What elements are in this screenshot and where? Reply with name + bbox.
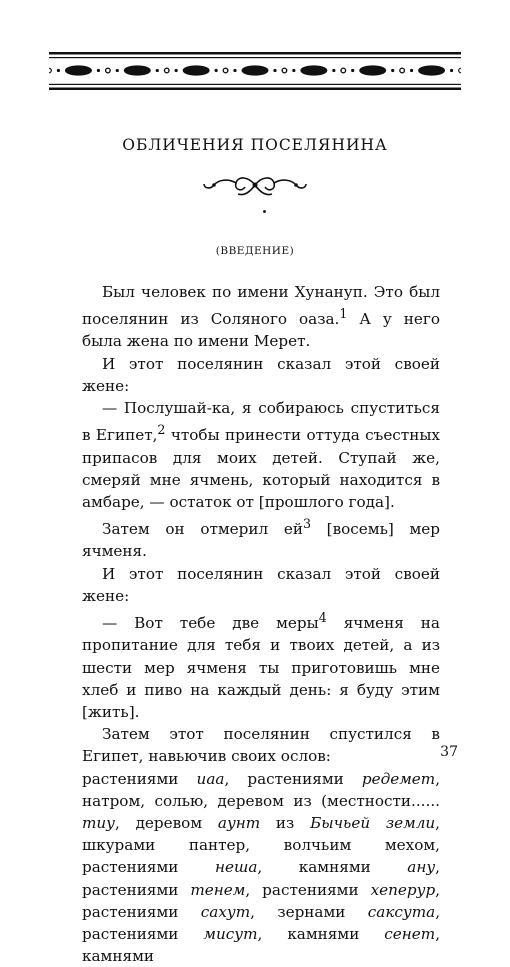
ornament-dot <box>215 69 217 71</box>
ornament-leaf <box>65 66 91 75</box>
ornament-dot <box>97 69 99 71</box>
ornament-dot <box>352 69 354 71</box>
paragraph: — Вот тебе две меры$^4$ ячменя на пропитание для тебя и твоих детей, а из шести мер ячменя ты приготовишь мне хлеб и пиво на каждый день: я буду этим [жить]. <box>82 610 440 721</box>
section-subtitle: (ВВЕДЕНИЕ) <box>215 245 295 257</box>
ornament-dot <box>333 69 335 71</box>
ornament-dot <box>156 69 158 71</box>
ornament-dot <box>175 69 177 71</box>
ornament-ring <box>400 68 405 73</box>
ornament-leaf <box>242 66 268 75</box>
ornament-dot <box>392 69 394 71</box>
paragraph: И этот поселянин сказал этой своей жене: <box>82 564 440 605</box>
paragraph: Был человек по имени Хунануп. Это был поселянин из Соляного оаза.$^1$ А у него была жена по имени Мерет. <box>82 283 440 351</box>
ornament-ring <box>459 68 461 73</box>
ornament-ring <box>282 68 287 73</box>
paragraph: растениями иаа, растениями редемет, натром, солью, деревом из (местности...... тиу, деревом аунт из Бычьей земли, шкурами пантер, волчьим мехом, растениями неша, камнями ану, растениями тенем, растениями хеперур, растениями сахут, зернами саксута, растениями мисут, камнями сенет, камнями <box>82 769 441 966</box>
ornament-ring <box>341 68 346 73</box>
ornament-leaf <box>124 66 150 75</box>
ornament-dot <box>293 69 295 71</box>
ornament-ring <box>223 68 228 73</box>
paragraph: И этот поселянин сказал этой своей жене: <box>82 354 440 395</box>
main-text <box>82 281 440 967</box>
ornament-leaf <box>183 66 209 75</box>
ornament-dot <box>263 210 266 213</box>
floral-vignette <box>200 170 310 200</box>
page-title: ОБЛИЧЕНИЯ ПОСЕЛЯНИНА <box>122 136 388 154</box>
ornament-dot <box>234 69 236 71</box>
ornament-ring <box>164 68 169 73</box>
paragraph: Затем он отмерил $ей^3$ [восемь] мер ячменя. <box>82 516 440 561</box>
ornament-dot <box>450 69 452 71</box>
ornament-dot <box>57 69 59 71</box>
paragraph: Затем этот поселянин спустился в Египет, навьючив своих ослов: <box>82 725 440 766</box>
ornament-ring <box>49 68 51 73</box>
paragraph: — Послушай-ка, я собираюсь спуститься в Египет,$^2$ чтобы принести оттуда съестных припасов для моих детей. Ступай же, смеряй мне ячмень, который находится в амбаре, — остаток от [прошлого года]. <box>82 399 440 511</box>
ornament-ring <box>106 68 111 73</box>
page-number: 37 <box>440 744 458 760</box>
header-ornament-band <box>49 52 461 90</box>
ornament-dot <box>410 69 412 71</box>
ornament-dot <box>274 69 276 71</box>
ornament-leaf <box>360 66 386 75</box>
ornament-leaf <box>301 66 327 75</box>
ornament-leaf <box>419 66 445 75</box>
ornament-dot <box>116 69 118 71</box>
